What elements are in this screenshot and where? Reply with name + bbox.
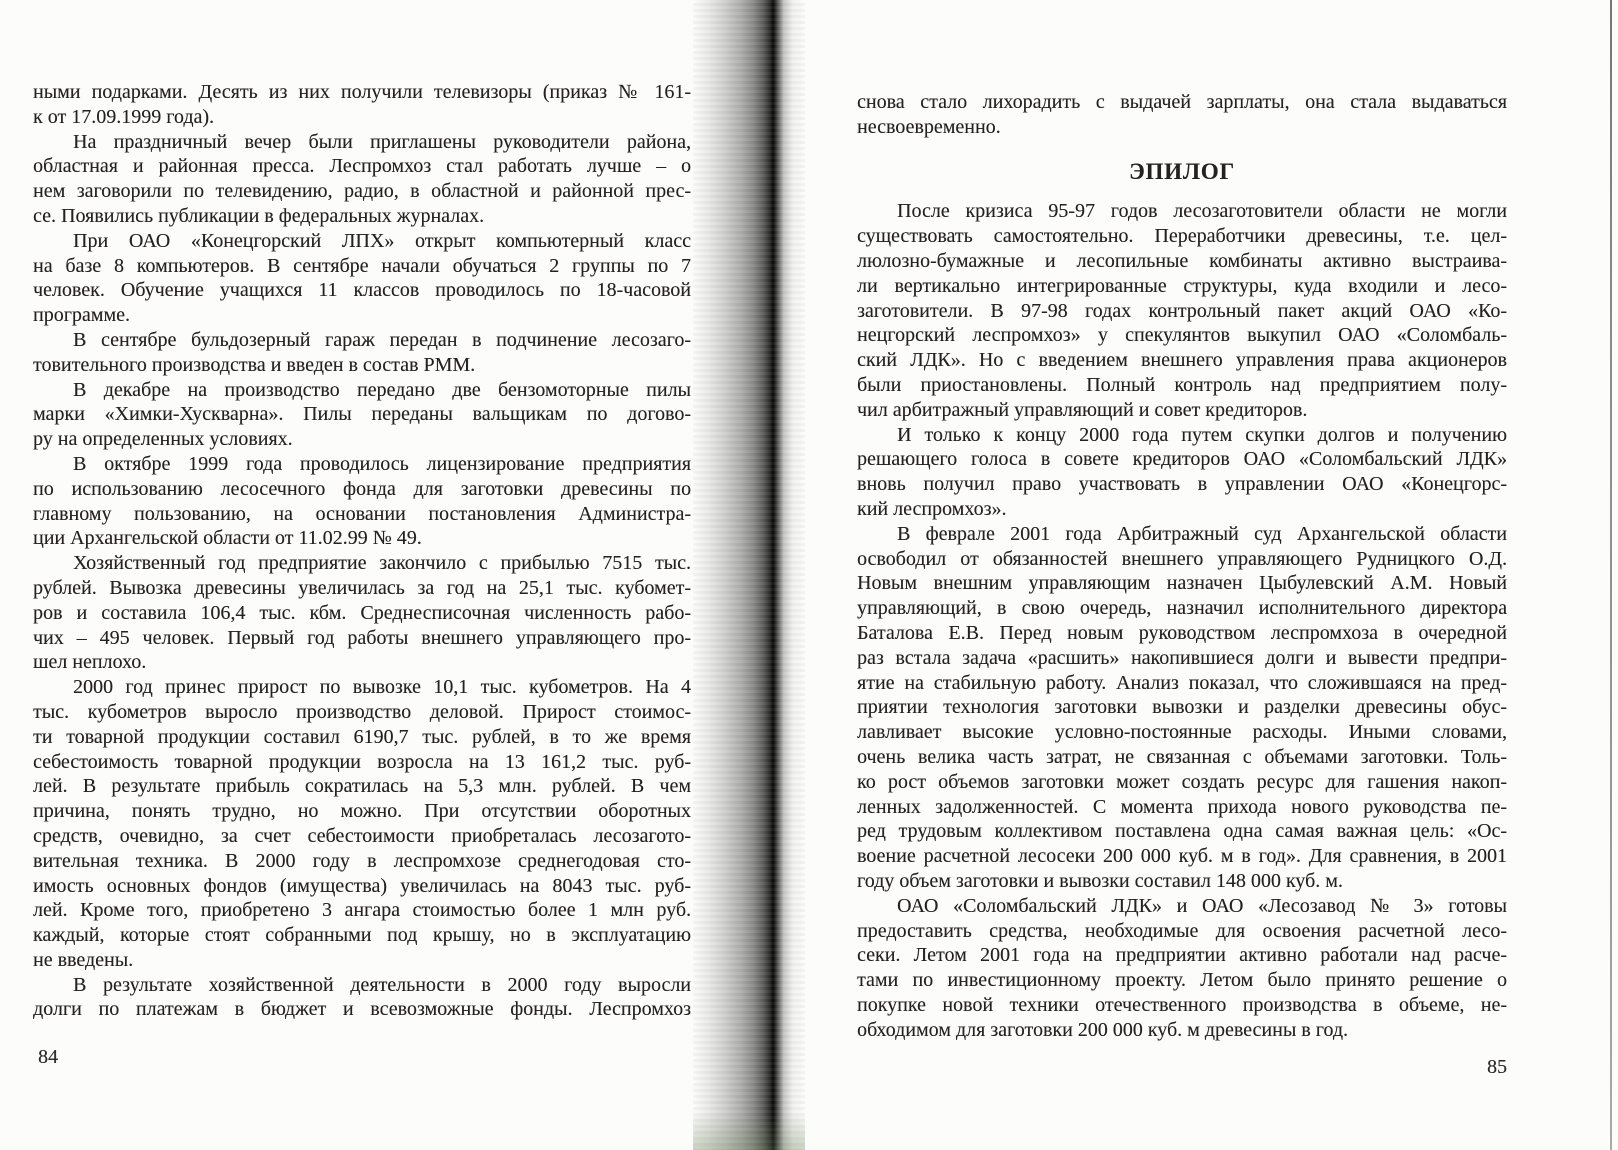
text-line: В сентябре бульдозерный гараж передан в подчинение лесозаго- xyxy=(73,328,691,351)
text-line: тами по инвестиционному проекту. Летом было принято решение о xyxy=(857,969,1507,992)
text-line: ленных задолженностей. С момента прихода нового руководства пе- xyxy=(857,795,1507,818)
text-line: кий леспромхоз». xyxy=(857,497,1007,520)
text-line: На праздничный вечер были приглашены руководители района, xyxy=(73,130,691,153)
text-line: ский ЛДК». Но с введением внешнего управления права акционеров xyxy=(857,349,1507,372)
text-line: раз встала задача «расшить» накопившиеся долги и вывести предпри- xyxy=(857,646,1507,669)
text-line: ции Архангельской области от 11.02.99 № 49. xyxy=(33,527,422,550)
text-line: покупке новой техники отечественного производства в объеме, не- xyxy=(857,993,1507,1016)
text-line: ти товарной продукции составил 6190,7 тыс. рублей, в то же время xyxy=(33,725,691,748)
text-line: долги по платежам в бюджет и всевозможные фонды. Леспромхоз xyxy=(33,998,691,1021)
text-line: не введены. xyxy=(33,948,134,971)
text-line: программе. xyxy=(33,304,130,327)
text-line: ко рост объемов заготовки может создать ресурс для гашения накоп- xyxy=(857,770,1507,793)
text-line: несвоевременно. xyxy=(857,115,1001,138)
text-line: Хозяйственный год предприятие закончило с прибылью 7515 тыс. xyxy=(73,552,691,575)
text-line: главному пользованию, на основании постановления Администра- xyxy=(33,502,691,525)
text-line: ОАО «Соломбальский ЛДК» и ОАО «Лесозавод № 3» готовы xyxy=(897,894,1507,917)
text-line: заготовители. В 97-98 годах контрольный пакет акций ОАО «Ко- xyxy=(857,299,1507,322)
text-line: существовать самостоятельно. Переработчики древесины, т.е. цел- xyxy=(857,225,1507,248)
text-line: каждый, которые стоят собранными под крышу, но в эксплуатацию xyxy=(33,924,691,947)
text-line: товительного производства и введен в состав РММ. xyxy=(33,353,476,376)
page-right-text xyxy=(857,90,1507,1042)
text-line: секи. Летом 2001 года на предприятии активно работали над расче- xyxy=(857,944,1507,967)
text-line: рублей. Вывозка древесины увеличилась за год на 25,1 тыс. кубомет- xyxy=(33,576,691,599)
text-line: В феврале 2001 года Арбитражный суд Архангельской области xyxy=(897,522,1507,545)
text-line: ров и составила 106,4 тыс. кбм. Среднесписочная численность рабо- xyxy=(33,601,691,624)
text-line: по использованию лесосечного фонда для заготовки древесины по xyxy=(33,477,691,500)
text-line: После кризиса 95-97 годов лесозаготовители области не могли xyxy=(897,200,1507,223)
text-line: ли вертикально интегрированные структуры, куда входили и лесо- xyxy=(857,274,1507,297)
text-line: обходимом для заготовки 200 000 куб. м древесины в год. xyxy=(857,1018,1349,1041)
text-line: средств, очевидно, за счет себестоимости приобреталась лесозагото- xyxy=(33,824,691,847)
text-line: чил арбитражный управляющий и совет кредиторов. xyxy=(857,398,1308,421)
text-line: лей. В результате прибыль сократилась на 5,3 млн. рублей. В чем xyxy=(33,775,691,798)
text-line: имость основных фондов (имущества) увеличилась на 8043 тыс. руб- xyxy=(33,874,691,897)
text-line: вновь получил право участвовать в управлении ОАО «Конецгорс- xyxy=(857,473,1507,496)
text-line: вительная техника. В 2000 году в леспромхозе среднегодовая сто- xyxy=(33,849,691,872)
text-line: воение расчетной лесосеки 200 000 куб. м в год». Для сравнения, в 2001 xyxy=(857,845,1507,868)
text-line: ру на определенных условиях. xyxy=(33,428,293,451)
text-line: себестоимость товарной продукции возросла на 13 161,2 тыс. руб- xyxy=(33,750,691,773)
book-binding-shadow xyxy=(693,0,805,1150)
text-line: освободил от обязанностей внешнего управляющего Рудницкого О.Д. xyxy=(857,547,1507,570)
text-line: лавливает высокие условно-постоянные расходы. Иными словами, xyxy=(857,721,1507,744)
text-line: Новым внешним управляющим назначен Цыбулевский А.М. Новый xyxy=(857,572,1507,595)
text-line: году объем заготовки и вывозки составил 148 000 куб. м. xyxy=(857,869,1343,892)
text-line: решающего голоса в совете кредиторов ОАО «Соломбальский ЛДК» xyxy=(857,448,1507,471)
page-number-left: 84 xyxy=(38,1046,58,1068)
text-line: И только к концу 2000 года путем скупки долгов и получению xyxy=(897,423,1507,446)
text-line: В октябре 1999 года проводилось лицензирование предприятия xyxy=(73,452,691,475)
text-line: были приостановлены. Полный контроль над предприятием полу- xyxy=(857,373,1507,396)
text-line: шел неплохо. xyxy=(33,651,147,674)
text-line: лей. Кроме того, приобретено 3 ангара стоимостью более 1 млн руб. xyxy=(33,899,691,922)
text-line: В декабре на производство передано две бензомоторные пилы xyxy=(73,378,691,401)
page-left-text xyxy=(33,80,691,1022)
text-line: ред трудовым коллективом поставлена одна самая важная цель: «Ос- xyxy=(857,820,1507,843)
text-line: се. Появились публикации в федеральных журналах. xyxy=(33,204,485,227)
text-line: областная и районная пресса. Леспромхоз стал работать лучше – о xyxy=(33,155,691,178)
page-edge-line xyxy=(1610,0,1612,1150)
text-line: на базе 8 компьютеров. В сентябре начали обучаться 2 группы по 7 xyxy=(33,254,691,277)
text-line: ятие на стабильную работу. Анализ показал, что сложившаяся на пред- xyxy=(857,671,1507,694)
text-line: нецгорский леспромхоз» у спекулянтов выкупил ОАО «Соломбаль- xyxy=(857,324,1507,347)
text-line: снова стало лихорадить с выдачей зарплаты, она стала выдаваться xyxy=(857,91,1507,113)
text-line: ными подарками. Десять из них получили телевизоры (приказ № 161- xyxy=(33,81,691,103)
text-line: Баталова Е.В. Перед новым руководством леспромхоза в очередной xyxy=(857,621,1507,644)
text-line: 2000 год принес прирост по вывозке 10,1 тыс. кубометров. На 4 xyxy=(73,676,691,699)
text-line: предоставить средства, необходимые для освоения расчетной лесо- xyxy=(857,919,1507,942)
text-line: очень велика часть затрат, не связанная с объемами заготовки. Толь- xyxy=(857,745,1507,768)
text-line: В результате хозяйственной деятельности в 2000 году выросли xyxy=(73,973,691,996)
text-line: нем заговорили по телевидению, радио, в областной и районной прес- xyxy=(33,180,691,203)
text-line: тыс. кубометров выросло производство деловой. Прирост стоимос- xyxy=(33,700,691,723)
text-line: чих – 495 человек. Первый год работы внешнего управляющего про- xyxy=(33,626,691,649)
text-line: управляющий, в свою очередь, назначил исполнительного директора xyxy=(857,597,1507,620)
section-heading: ЭПИЛОГ xyxy=(1129,158,1235,184)
text-line: приятии технология заготовки вывозки и разделки древесины обус- xyxy=(857,696,1507,719)
text-line: человек. Обучение учащихся 11 классов проводилось по 18-часовой xyxy=(33,279,691,302)
text-line: При ОАО «Конецгорский ЛПХ» открыт компьютерный класс xyxy=(73,229,691,252)
text-line: марки «Химки-Хускварна». Пилы переданы вальщикам по догово- xyxy=(33,403,691,426)
text-line: к от 17.09.1999 года). xyxy=(33,105,215,128)
text-line: люлозно-бумажные и лесопильные комбинаты активно выстраива- xyxy=(857,249,1507,272)
page-number-right: 85 xyxy=(1487,1056,1507,1078)
text-line: причина, понять трудно, но можно. При отсутствии оборотных xyxy=(33,800,691,823)
